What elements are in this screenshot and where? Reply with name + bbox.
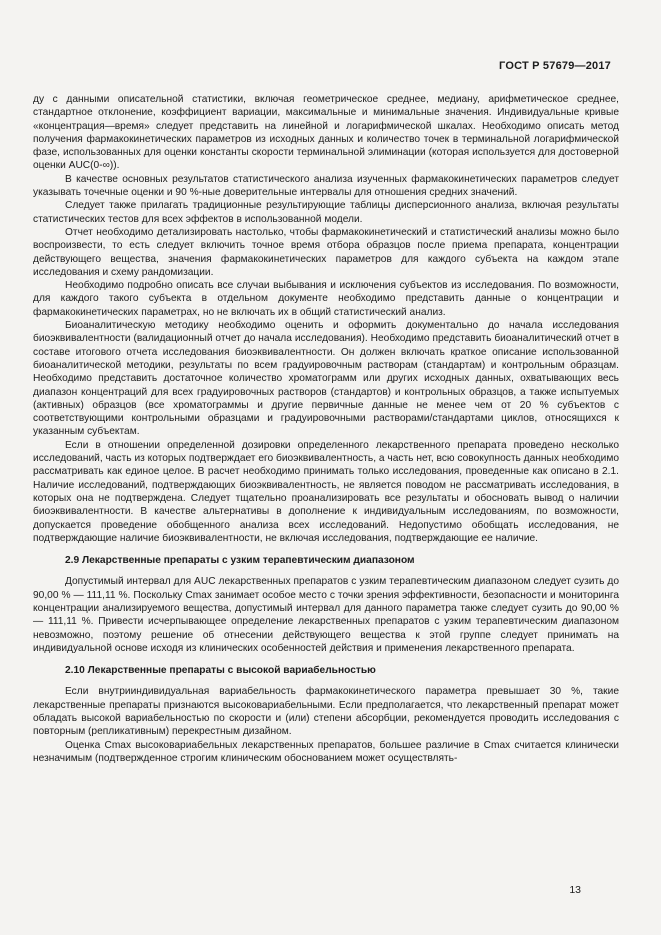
section-heading-2-9: 2.9 Лекарственные препараты с узким терапевтическим диапазоном: [65, 555, 415, 567]
paragraph: ду с данными описательной статистики, включая геометрическое среднее, медиану, арифметическое среднее, стандартное отклонение, коэффициент вариации, максимальные и минимальные значения. Индивидуальные кривые «концентрация—время» следует представить на линейной и логарифмической шкалах. Необходимо описать метод получения фармакокинетических параметров из исходных данных и количество точек в терминальной логарифмической фазе, использованных для оценки константы скорости терминальной элиминации (которая используется для достоверной оценки AUC(0-∞)).: [33, 94, 619, 172]
paragraph: Если в отношении определенной дозировки определенного лекарственного препарата проведено несколько исследований, часть из которых подтверждает его биоэквивалентность, а часть нет, всю совокупность данных необходимо рассматривать как единое целое. В расчет необходимо принимать только исследования, проведенные как описано в 2.1. Наличие исследований, подтверждающих биоэквивалентность, не является поводом не рассматривать исследования, в которых она не подтверждена. Следует тщательно проанализировать все результаты и обосновать вывод о наличии биоэквивалентности. В качестве альтернативы в дополнение к индивидуальным исследованиям, по возможности, допускается проведение обобщенного анализа всех исследований. Недопустимо обобщать исследования, не подтверждающие наличие биоэквивалентности, не включая исследования, подтверждающие ее наличие.: [33, 439, 619, 544]
page-number: 13: [569, 884, 581, 896]
document-code: ГОСТ Р 57679—2017: [499, 60, 611, 72]
paragraph: Следует также прилагать традиционные результирующие таблицы дисперсионного анализа, включая результаты статистических тестов для всех эффектов в использованной модели.: [33, 200, 619, 225]
paragraph: Оценка Cmax высоковариабельных лекарственных препаратов, большее различие в Cmax считается клинически незначимым (подтвержденное строгим клиническим обоснованием может осуществлять-: [33, 739, 619, 764]
paragraph: Если внутрииндивидуальная вариабельность фармакокинетического параметра превышает 30 %, такие лекарственные препараты признаются высоковариабельными. Если предполагается, что лекарственный препарат может обладать высокой вариабельностью по скорости и (или) степени абсорбции, рекомендуется проводить исследования с повторным (репликативным) перекрестным дизайном.: [33, 686, 619, 738]
section-heading-2-10: 2.10 Лекарственные препараты с высокой вариабельностью: [65, 665, 376, 677]
paragraph: Необходимо подробно описать все случаи выбывания и исключения субъектов из исследования. По возможности, для каждого такого субъекта в отдельном документе необходимо представить данные о концентрации и фармакокинетических параметрах, но не включать их в общий статистический анализ.: [33, 280, 619, 318]
paragraph: Отчет необходимо детализировать настолько, чтобы фармакокинетический и статистический анализы можно было воспроизвести, то есть следует включить точное время отбора образцов после приема препарата, концентрации действующего вещества, значения фармакокинетических параметров для каждого субъекта на каждом этапе исследования и схему рандомизации.: [33, 226, 619, 278]
paragraph: В качестве основных результатов статистического анализа изученных фармакокинетических параметров следует указывать точечные оценки и 90 %-ные доверительные интервалы для отношения средних значений.: [33, 173, 619, 199]
paragraph: Допустимый интервал для AUC лекарственных препаратов с узким терапевтическим диапазоном следует сузить до 90,00 % — 111,11 %. Поскольку Cmax занимает особое место с точки зрения эффективности, безопасности и мониторинга концентрации анализируемого вещества, допустимый интервал для данного параметра также следует сузить до 90,00 % — 111,11 %. Привести исчерпывающее определение лекарственных препаратов с узким терапевтическим диапазоном невозможно, поэтому решение об отнесении действующего вещества к этой группе следует принимать на индивидуальной основе исходя из клинических особенностей действия и применения лекарственного препарата.: [33, 576, 619, 654]
document-body: [33, 93, 619, 765]
paragraph: Биоаналитическую методику необходимо оценить и оформить документально до начала исследования биоэквивалентности (валидационный отчет до начала исследования). Необходимо представить биоаналитический отчет в составе итогового отчета исследования биоэквивалентности. Он должен включать краткое описание использованной биоаналитической методики, результаты по всем градуировочным растворам (стандартам) и контрольным образцам. Необходимо представить достаточное количество хроматограмм или других исходных данных, охватывающих весь диапазон концентраций для всех градуировочных растворов (стандартов) и контрольных образцов, а также испытуемых (активных) образцов (все хроматограммы и другие первичные данные не менее чем от 20 % субъектов с соответствующими контрольными образцами и градуировочными растворами/стандартами циклов, относящихся к указанным субъектам.: [33, 320, 619, 438]
